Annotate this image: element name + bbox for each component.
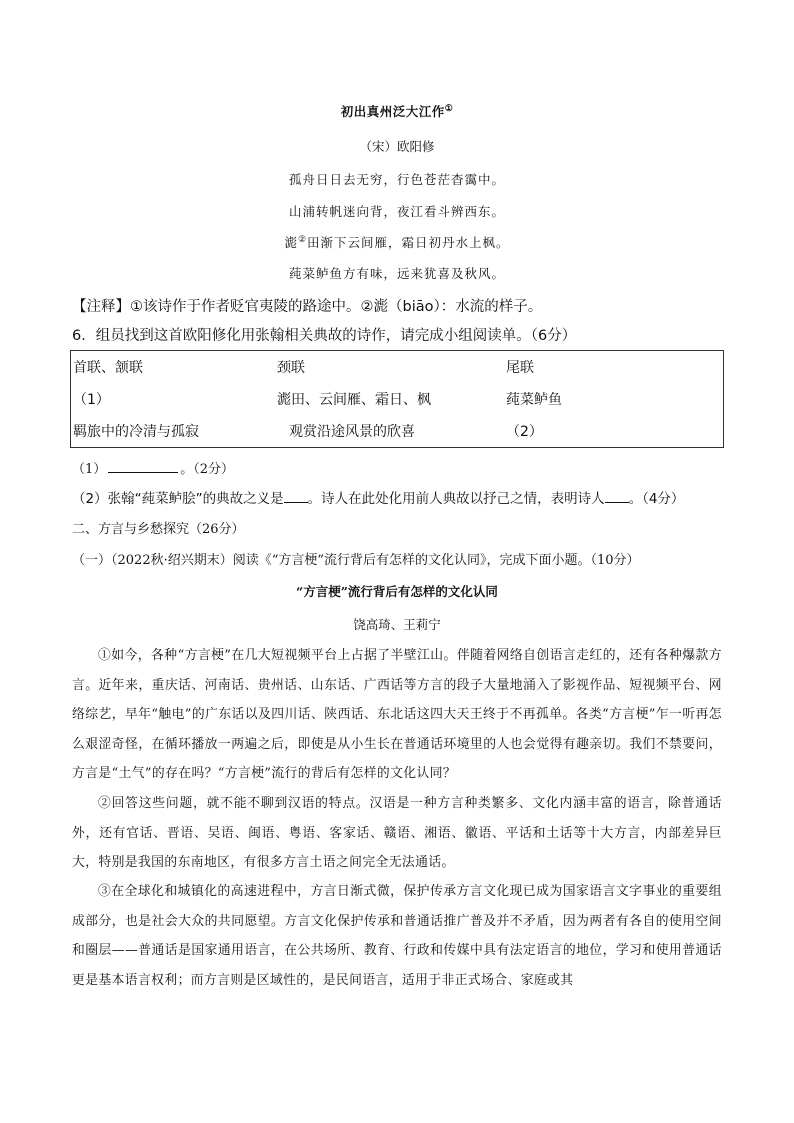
article-title: “方言梗”流行背后有怎样的文化认同 bbox=[296, 584, 498, 599]
poem-line-2: 山浦转帆迷向背，夜江看斗辨西东。 bbox=[288, 204, 505, 219]
section-2-heading: 二、方言与乡愁探究（26分） bbox=[72, 522, 245, 537]
poem-notes: 【注释】①该诗作于作者贬官夷陵的路途中。②滮（biāo）：水流的样子。 bbox=[72, 299, 543, 315]
sub1-suffix: 。（2分） bbox=[180, 462, 235, 477]
answer-blank-1[interactable] bbox=[108, 460, 178, 473]
article-paragraph-1: ①如今，各种“方言梗”在几大短视频平台上占据了半壁江山。伴随着网络自创语言走红的，还有各种爆款方言。近年来，重庆话、河南话、贵州话、山东话、广西话等方言的段子大量地涌入了影视作品、短视频平台、网络综艺，早年“触电”的广东话以及四川话、陕西话、东北话这四大天王终于不再孤单。各类“方言梗”乍一听再怎么艰涩奇怪，在循环播放一两遍之后，即使是从小生长在普通话环境里的人也会觉得有趣亲切。我们不禁要问，方言是“土气”的存在吗？“方言梗”流行的背后有怎样的文化认同？ bbox=[72, 648, 722, 781]
sub2-part-3: 。（4分） bbox=[628, 491, 685, 507]
question-6-stem: 6．组员找到这首欧阳修化用张翰相关典故的诗作，请完成小组阅读单。（6分） bbox=[72, 328, 577, 344]
question-6-sub-1 bbox=[72, 458, 722, 477]
sub2-part-1: （2）张翰“莼菜鲈脍”的典故之义是 bbox=[72, 491, 284, 507]
table-cell: 滮田、云间雁、霜日、枫 bbox=[277, 392, 431, 408]
table-cell: （2） bbox=[506, 424, 543, 440]
poem-line-3-text: 田渐下云间雁，霜日初丹水上枫。 bbox=[307, 235, 510, 250]
table-header-cell: 尾联 bbox=[506, 360, 534, 376]
poem-line-4: 莼菜鲈鱼方有味，远来犹喜及秋风。 bbox=[288, 266, 505, 281]
poem-line-3-prefix: 滮 bbox=[284, 235, 298, 250]
table-cell: 观赏沿途风景的欣喜 bbox=[289, 424, 415, 440]
sub2-part-2: 。诗人在此处化用前人典故以抒己之情，表明诗人 bbox=[307, 491, 605, 507]
poem-title bbox=[0, 102, 794, 120]
article-paragraph-3: ③在全球化和城镇化的高速进程中，方言日渐式微，保护传承方言文化现已成为国家语言文字事业的重要组成部分，也是社会大众的共同愿望。方言文化保护传承和普通话推广普及并不矛盾，因为两者有各自的使用空间和圈层——普通话是国家通用语言，在公共场所、教育、行政和传媒中具有法定语言的地位，学习和使用普通话更是基本语言权利；而方言则是区域性的，是民间语言，适用于非正式场合、家庭或其 bbox=[72, 884, 722, 988]
poem-author: （宋）欧阳修 bbox=[359, 139, 435, 154]
poem-title-text: 初出真州泛大江作 bbox=[340, 104, 445, 119]
question-6-sub-2 bbox=[72, 487, 722, 507]
answer-blank-2[interactable] bbox=[284, 490, 308, 503]
reading-table bbox=[70, 350, 724, 448]
poem-line-3 bbox=[0, 233, 794, 251]
answer-blank-3[interactable] bbox=[605, 490, 629, 503]
table-cell: 莼菜鲈鱼 bbox=[506, 392, 562, 408]
article-paragraph-2: ②回答这些问题，就不能不聊到汉语的特点。汉语是一种方言种类繁多、文化内涵丰富的语言，除普通话外，还有官话、晋语、吴语、闽语、粤语、客家话、赣语、湘语、徽语、平话和土话等十大方言，内部差异巨大，特别是我国的东南地区，有很多方言土语之间完全无法通话。 bbox=[72, 796, 722, 870]
reading-table-row bbox=[71, 415, 724, 448]
table-cell: （1） bbox=[73, 392, 110, 408]
section-2-sub-heading: （一）（2022秋·绍兴期末）阅读《“方言梗”流行背后有怎样的文化认同》，完成下面小题。（10分） bbox=[72, 553, 640, 568]
article-author: 饶高琦、王莉宁 bbox=[353, 617, 441, 632]
poem-line-3-note-mark: ② bbox=[297, 234, 308, 245]
reading-table-header-row bbox=[71, 351, 724, 384]
table-header-cell: 首联、颔联 bbox=[73, 360, 143, 376]
poem-title-note-mark: ① bbox=[444, 103, 454, 114]
sub1-prefix: （1） bbox=[72, 462, 107, 477]
table-header-cell: 颈联 bbox=[277, 360, 305, 376]
table-cell: 羁旅中的冷清与孤寂 bbox=[73, 424, 199, 440]
reading-table-row bbox=[71, 383, 724, 415]
poem-line-1: 孤舟日日去无穷，行色苍茫杳霭中。 bbox=[288, 172, 505, 187]
